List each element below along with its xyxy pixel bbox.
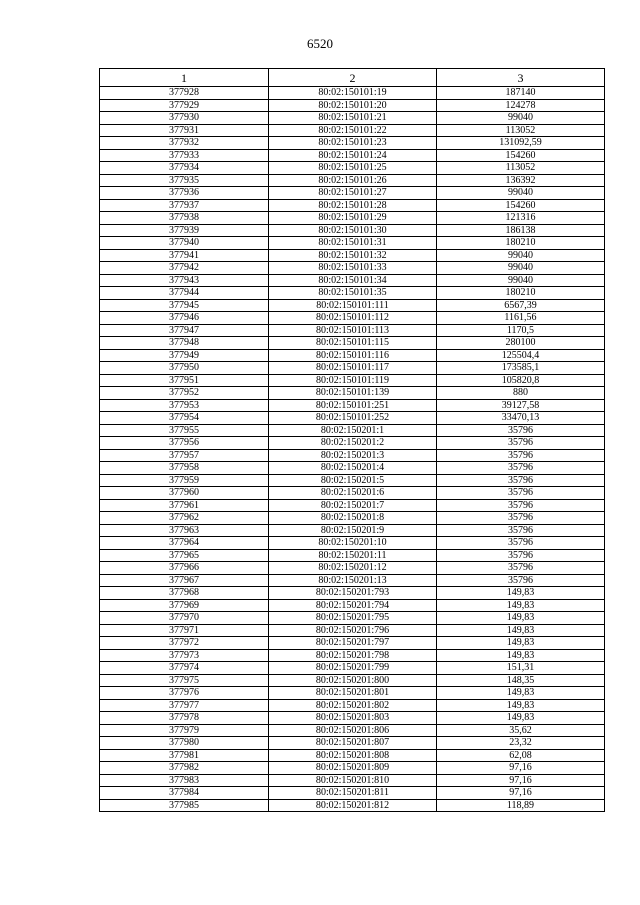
column-header-2: 2 [269, 69, 437, 87]
cadastral-number-cell: 80:02:150201:812 [269, 799, 437, 812]
table-row [100, 174, 605, 187]
table-row [100, 474, 605, 487]
record-number-cell: 377938 [100, 212, 269, 225]
table-row [100, 449, 605, 462]
record-number-cell: 377971 [100, 624, 269, 637]
table-body [100, 87, 605, 812]
record-number-cell: 377972 [100, 637, 269, 650]
table-row [100, 337, 605, 350]
table-row [100, 99, 605, 112]
table-row [100, 674, 605, 687]
record-number-cell: 377931 [100, 124, 269, 137]
record-number-cell: 377933 [100, 149, 269, 162]
table-row [100, 799, 605, 812]
table-row [100, 787, 605, 800]
value-cell: 35796 [437, 474, 605, 487]
value-cell: 124278 [437, 99, 605, 112]
cadastral-number-cell: 80:02:150201:8 [269, 512, 437, 525]
value-cell: 149,83 [437, 612, 605, 625]
value-cell: 99040 [437, 262, 605, 275]
record-number-cell: 377964 [100, 537, 269, 550]
record-number-cell: 377976 [100, 687, 269, 700]
cadastral-number-cell: 80:02:150101:117 [269, 362, 437, 375]
record-number-cell: 377984 [100, 787, 269, 800]
cadastral-number-cell: 80:02:150101:115 [269, 337, 437, 350]
value-cell: 35796 [437, 537, 605, 550]
record-number-cell: 377956 [100, 437, 269, 450]
table-row [100, 699, 605, 712]
value-cell: 149,83 [437, 687, 605, 700]
table-row [100, 437, 605, 450]
value-cell: 149,83 [437, 624, 605, 637]
table-header [100, 69, 605, 87]
value-cell: 97,16 [437, 787, 605, 800]
cadastral-number-cell: 80:02:150101:119 [269, 374, 437, 387]
table-row [100, 712, 605, 725]
value-cell: 154260 [437, 149, 605, 162]
table-row [100, 499, 605, 512]
record-number-cell: 377941 [100, 249, 269, 262]
cadastral-number-cell: 80:02:150201:12 [269, 562, 437, 575]
cadastral-number-cell: 80:02:150101:22 [269, 124, 437, 137]
value-cell: 97,16 [437, 774, 605, 787]
value-cell: 148,35 [437, 674, 605, 687]
value-cell: 35796 [437, 524, 605, 537]
value-cell: 173585,1 [437, 362, 605, 375]
cadastral-number-cell: 80:02:150101:34 [269, 274, 437, 287]
table-row [100, 524, 605, 537]
record-number-cell: 377983 [100, 774, 269, 787]
table-row [100, 199, 605, 212]
cadastral-number-cell: 80:02:150101:116 [269, 349, 437, 362]
record-number-cell: 377942 [100, 262, 269, 275]
table-row [100, 462, 605, 475]
column-header-3: 3 [437, 69, 605, 87]
value-cell: 35796 [437, 562, 605, 575]
cadastral-number-cell: 80:02:150101:23 [269, 137, 437, 150]
record-number-cell: 377928 [100, 87, 269, 100]
cadastral-number-cell: 80:02:150201:10 [269, 537, 437, 550]
table-row [100, 612, 605, 625]
cadastral-number-cell: 80:02:150101:32 [269, 249, 437, 262]
cadastral-number-cell: 80:02:150201:2 [269, 437, 437, 450]
table-row [100, 537, 605, 550]
table-row [100, 637, 605, 650]
value-cell: 97,16 [437, 762, 605, 775]
record-number-cell: 377953 [100, 399, 269, 412]
table-row [100, 737, 605, 750]
table-row [100, 237, 605, 250]
record-number-cell: 377936 [100, 187, 269, 200]
cadastral-number-cell: 80:02:150201:6 [269, 487, 437, 500]
value-cell: 6567,39 [437, 299, 605, 312]
record-number-cell: 377937 [100, 199, 269, 212]
table-row [100, 749, 605, 762]
value-cell: 180210 [437, 287, 605, 300]
record-number-cell: 377958 [100, 462, 269, 475]
value-cell: 99040 [437, 274, 605, 287]
cadastral-number-cell: 80:02:150201:794 [269, 599, 437, 612]
value-cell: 23,32 [437, 737, 605, 750]
column-header-1: 1 [100, 69, 269, 87]
record-number-cell: 377965 [100, 549, 269, 562]
cadastral-number-cell: 80:02:150101:251 [269, 399, 437, 412]
record-number-cell: 377961 [100, 499, 269, 512]
value-cell: 121316 [437, 212, 605, 225]
value-cell: 131092,59 [437, 137, 605, 150]
cadastral-number-cell: 80:02:150101:31 [269, 237, 437, 250]
record-number-cell: 377975 [100, 674, 269, 687]
table-row [100, 224, 605, 237]
cadastral-number-cell: 80:02:150101:19 [269, 87, 437, 100]
table-row [100, 299, 605, 312]
value-cell: 149,83 [437, 649, 605, 662]
table-row [100, 149, 605, 162]
table-row [100, 512, 605, 525]
cadastral-number-cell: 80:02:150201:806 [269, 724, 437, 737]
value-cell: 35796 [437, 574, 605, 587]
cadastral-number-cell: 80:02:150201:803 [269, 712, 437, 725]
value-cell: 1170,5 [437, 324, 605, 337]
cadastral-number-cell: 80:02:150201:3 [269, 449, 437, 462]
cadastral-number-cell: 80:02:150201:795 [269, 612, 437, 625]
table-row [100, 274, 605, 287]
record-number-cell: 377929 [100, 99, 269, 112]
cadastral-number-cell: 80:02:150101:30 [269, 224, 437, 237]
cadastral-number-cell: 80:02:150101:33 [269, 262, 437, 275]
record-number-cell: 377963 [100, 524, 269, 537]
value-cell: 35796 [437, 512, 605, 525]
value-cell: 118,89 [437, 799, 605, 812]
cadastral-number-cell: 80:02:150201:807 [269, 737, 437, 750]
record-number-cell: 377959 [100, 474, 269, 487]
cadastral-number-cell: 80:02:150101:28 [269, 199, 437, 212]
value-cell: 35796 [437, 549, 605, 562]
record-number-cell: 377962 [100, 512, 269, 525]
cadastral-number-cell: 80:02:150101:27 [269, 187, 437, 200]
record-number-cell: 377981 [100, 749, 269, 762]
table-row [100, 162, 605, 175]
cadastral-number-cell: 80:02:150201:797 [269, 637, 437, 650]
record-number-cell: 377957 [100, 449, 269, 462]
value-cell: 149,83 [437, 699, 605, 712]
record-number-cell: 377966 [100, 562, 269, 575]
table-row [100, 762, 605, 775]
record-number-cell: 377977 [100, 699, 269, 712]
record-number-cell: 377935 [100, 174, 269, 187]
record-number-cell: 377939 [100, 224, 269, 237]
value-cell: 151,31 [437, 662, 605, 675]
cadastral-number-cell: 80:02:150101:25 [269, 162, 437, 175]
cadastral-number-cell: 80:02:150201:793 [269, 587, 437, 600]
value-cell: 39127,58 [437, 399, 605, 412]
cadastral-number-cell: 80:02:150201:7 [269, 499, 437, 512]
table-row [100, 324, 605, 337]
record-number-cell: 377960 [100, 487, 269, 500]
record-number-cell: 377940 [100, 237, 269, 250]
value-cell: 35796 [437, 437, 605, 450]
table-row [100, 687, 605, 700]
table-row [100, 349, 605, 362]
value-cell: 186138 [437, 224, 605, 237]
cadastral-number-cell: 80:02:150201:11 [269, 549, 437, 562]
cadastral-number-cell: 80:02:150101:112 [269, 312, 437, 325]
value-cell: 35,62 [437, 724, 605, 737]
value-cell: 1161,56 [437, 312, 605, 325]
value-cell: 113052 [437, 162, 605, 175]
cadastral-number-cell: 80:02:150201:13 [269, 574, 437, 587]
table-row [100, 212, 605, 225]
value-cell: 180210 [437, 237, 605, 250]
cadastral-number-cell: 80:02:150101:20 [269, 99, 437, 112]
record-number-cell: 377947 [100, 324, 269, 337]
value-cell: 99040 [437, 187, 605, 200]
record-number-cell: 377934 [100, 162, 269, 175]
table-row [100, 362, 605, 375]
cadastral-number-cell: 80:02:150201:4 [269, 462, 437, 475]
record-number-cell: 377969 [100, 599, 269, 612]
cadastral-number-cell: 80:02:150101:26 [269, 174, 437, 187]
table-row [100, 724, 605, 737]
value-cell: 99040 [437, 249, 605, 262]
record-number-cell: 377945 [100, 299, 269, 312]
table-row [100, 387, 605, 400]
table-row [100, 587, 605, 600]
record-number-cell: 377985 [100, 799, 269, 812]
cadastral-number-cell: 80:02:150201:5 [269, 474, 437, 487]
table-row [100, 124, 605, 137]
table-row [100, 412, 605, 425]
table-row [100, 549, 605, 562]
cadastral-number-cell: 80:02:150101:111 [269, 299, 437, 312]
record-number-cell: 377980 [100, 737, 269, 750]
record-number-cell: 377978 [100, 712, 269, 725]
table-row [100, 774, 605, 787]
record-number-cell: 377967 [100, 574, 269, 587]
cadastral-number-cell: 80:02:150201:801 [269, 687, 437, 700]
cadastral-number-cell: 80:02:150101:113 [269, 324, 437, 337]
record-number-cell: 377949 [100, 349, 269, 362]
table-row [100, 287, 605, 300]
value-cell: 149,83 [437, 637, 605, 650]
value-cell: 35796 [437, 487, 605, 500]
record-number-cell: 377974 [100, 662, 269, 675]
cadastral-number-cell: 80:02:150101:252 [269, 412, 437, 425]
record-number-cell: 377979 [100, 724, 269, 737]
record-number-cell: 377944 [100, 287, 269, 300]
value-cell: 149,83 [437, 712, 605, 725]
cadastral-number-cell: 80:02:150101:24 [269, 149, 437, 162]
cadastral-number-cell: 80:02:150201:811 [269, 787, 437, 800]
table-row [100, 624, 605, 637]
record-number-cell: 377951 [100, 374, 269, 387]
cadastral-number-cell: 80:02:150101:35 [269, 287, 437, 300]
cadastral-number-cell: 80:02:150201:800 [269, 674, 437, 687]
data-table [99, 68, 605, 812]
cadastral-number-cell: 80:02:150101:21 [269, 112, 437, 125]
record-number-cell: 377955 [100, 424, 269, 437]
record-number-cell: 377950 [100, 362, 269, 375]
record-number-cell: 377954 [100, 412, 269, 425]
cadastral-number-cell: 80:02:150201:802 [269, 699, 437, 712]
table-row [100, 562, 605, 575]
cadastral-number-cell: 80:02:150201:809 [269, 762, 437, 775]
record-number-cell: 377946 [100, 312, 269, 325]
cadastral-number-cell: 80:02:150101:29 [269, 212, 437, 225]
value-cell: 62,08 [437, 749, 605, 762]
value-cell: 35796 [437, 449, 605, 462]
value-cell: 125504,4 [437, 349, 605, 362]
table-row [100, 262, 605, 275]
record-number-cell: 377970 [100, 612, 269, 625]
record-number-cell: 377930 [100, 112, 269, 125]
record-number-cell: 377952 [100, 387, 269, 400]
value-cell: 35796 [437, 499, 605, 512]
value-cell: 280100 [437, 337, 605, 350]
value-cell: 105820,8 [437, 374, 605, 387]
table-row [100, 249, 605, 262]
record-number-cell: 377968 [100, 587, 269, 600]
table-row [100, 424, 605, 437]
cadastral-number-cell: 80:02:150201:796 [269, 624, 437, 637]
table-row [100, 187, 605, 200]
table-row [100, 599, 605, 612]
value-cell: 113052 [437, 124, 605, 137]
cadastral-number-cell: 80:02:150201:9 [269, 524, 437, 537]
cadastral-number-cell: 80:02:150101:139 [269, 387, 437, 400]
value-cell: 99040 [437, 112, 605, 125]
table-row [100, 87, 605, 100]
cadastral-number-cell: 80:02:150201:808 [269, 749, 437, 762]
cadastral-number-cell: 80:02:150201:798 [269, 649, 437, 662]
table-row [100, 487, 605, 500]
value-cell: 35796 [437, 462, 605, 475]
value-cell: 154260 [437, 199, 605, 212]
cadastral-number-cell: 80:02:150201:810 [269, 774, 437, 787]
table-row [100, 137, 605, 150]
record-number-cell: 377943 [100, 274, 269, 287]
table-row [100, 112, 605, 125]
value-cell: 33470,13 [437, 412, 605, 425]
table-row [100, 662, 605, 675]
value-cell: 187140 [437, 87, 605, 100]
record-number-cell: 377948 [100, 337, 269, 350]
table-row [100, 374, 605, 387]
value-cell: 136392 [437, 174, 605, 187]
table-row [100, 312, 605, 325]
value-cell: 35796 [437, 424, 605, 437]
table-row [100, 574, 605, 587]
cadastral-number-cell: 80:02:150201:799 [269, 662, 437, 675]
page-number: 6520 [307, 36, 333, 51]
value-cell: 880 [437, 387, 605, 400]
cadastral-number-cell: 80:02:150201:1 [269, 424, 437, 437]
table-row [100, 649, 605, 662]
value-cell: 149,83 [437, 587, 605, 600]
value-cell: 149,83 [437, 599, 605, 612]
record-number-cell: 377973 [100, 649, 269, 662]
record-number-cell: 377982 [100, 762, 269, 775]
record-number-cell: 377932 [100, 137, 269, 150]
header-row [100, 69, 605, 87]
table-row [100, 399, 605, 412]
